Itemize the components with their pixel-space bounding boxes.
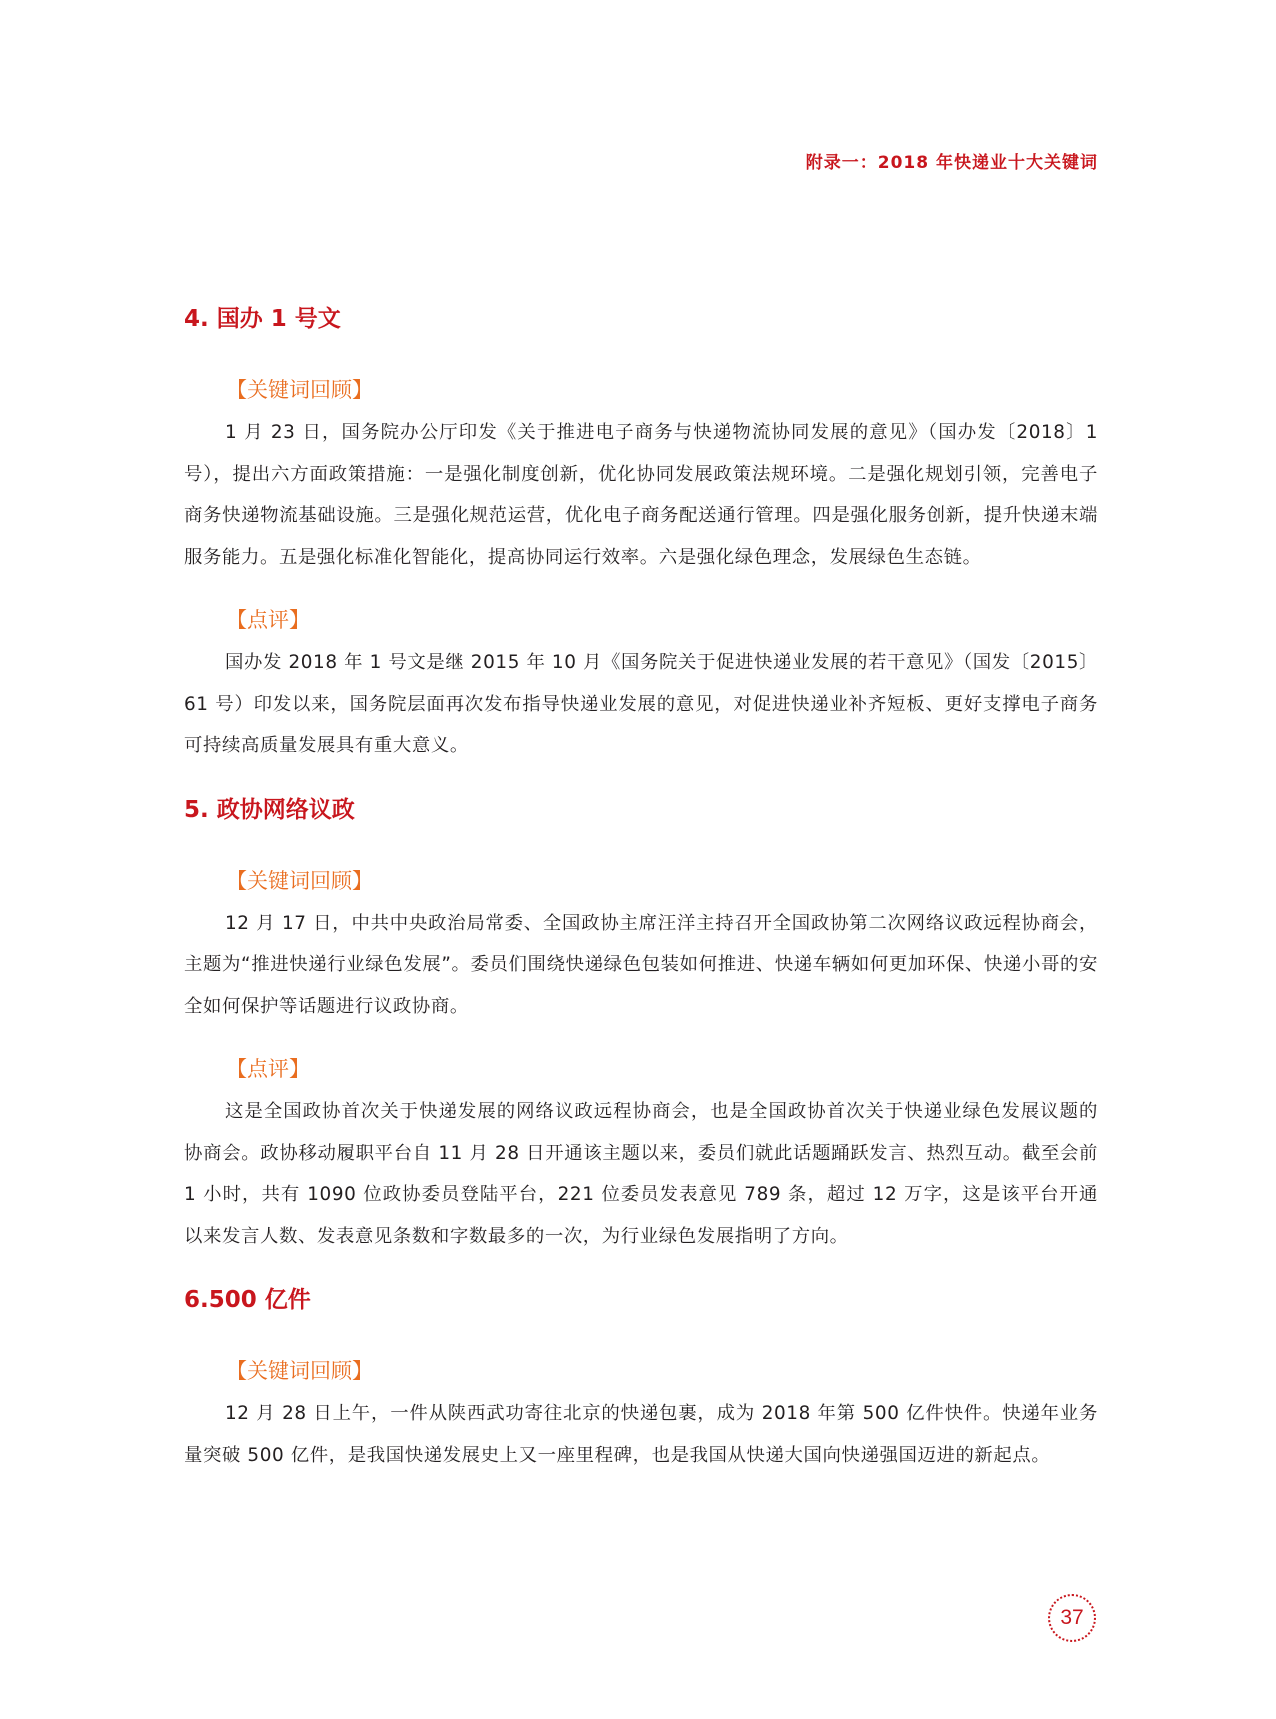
comment-text: 这是全国政协首次关于快递发展的网络议政远程协商会，也是全国政协首次关于快递业绿色发展议题的协商会。政协移动履职平台自 11 月 28 日开通该主题以来，委员们就此话题踊跃发言、热烈互动。截至会前 1 小时，共有 1090 位政协委员登陆平台，221 位委员发表意见 789 条，超过 12 万字，这是该平台开通以来发言人数、发表意见条数和字数最多的一次，为行业绿色发展指明了方向。 [184,1101,1098,1247]
keyword-review-block [184,374,1098,578]
comment-label: 【点评】 [226,1057,310,1081]
page-content [184,302,1098,1502]
keyword-review-text: 12 月 17 日，中共中央政治局常委、全国政协主席汪洋主持召开全国政协第二次网络议政远程协商会，主题为“推进快递行业绿色发展”。委员们围绕快递绿色包装如何推进、快递车辆如何更加环保、快递小哥的安全如何保护等话题进行议政协商。 [184,912,1098,1017]
keyword-review-label: 【关键词回顾】 [226,1359,373,1383]
keyword-review-block [184,865,1098,1028]
section-guoban-document [184,302,1098,767]
section-title: 6.500 亿件 [184,1287,311,1313]
keyword-review-text: 12 月 28 日上午，一件从陕西武功寄往北京的快递包裹，成为 2018 年第 500 亿件快件。快递年业务量突破 500 亿件，是我国快递发展史上又一座里程碑，也是我国从快递大国向快递强国迈进的新起点。 [184,1403,1098,1466]
comment-block [184,1053,1098,1257]
running-header: 附录一：2018 年快递业十大关键词 [805,153,1098,173]
section-cppcc-online [184,793,1098,1258]
section-50-billion-parcels [184,1283,1098,1476]
keyword-review-label: 【关键词回顾】 [226,868,373,893]
keyword-review-label: 【关键词回顾】 [226,378,373,402]
page-number-badge: 37 [1048,1594,1096,1642]
comment-label: 【点评】 [226,608,310,632]
keyword-review-text: 1 月 23 日，国务院办公厅印发《关于推进电子商务与快递物流协同发展的意见》（国办发〔2018〕1 号），提出六方面政策措施：一是强化制度创新，优化协同发展政策法规环境。二是强化规划引领，完善电子商务快递物流基础设施。三是强化规范运营，优化电子商务配送通行管理。四是强化服务创新，提升快递末端服务能力。五是强化标准化智能化，提高协同运行效率。六是强化绿色理念，发展绿色生态链。 [184,422,1098,568]
section-title: 5. 政协网络议政 [184,796,355,823]
keyword-review-block [184,1355,1098,1476]
section-title: 4. 国办 1 号文 [184,306,341,332]
comment-text: 国办发 2018 年 1 号文是继 2015 年 10 月《国务院关于促进快递业发展的若干意见》（国发〔2015〕61 号）印发以来，国务院层面再次发布指导快递业发展的意见，对促进快递业补齐短板、更好支撑电子商务可持续高质量发展具有重大意义。 [184,652,1098,756]
comment-block [184,604,1098,767]
